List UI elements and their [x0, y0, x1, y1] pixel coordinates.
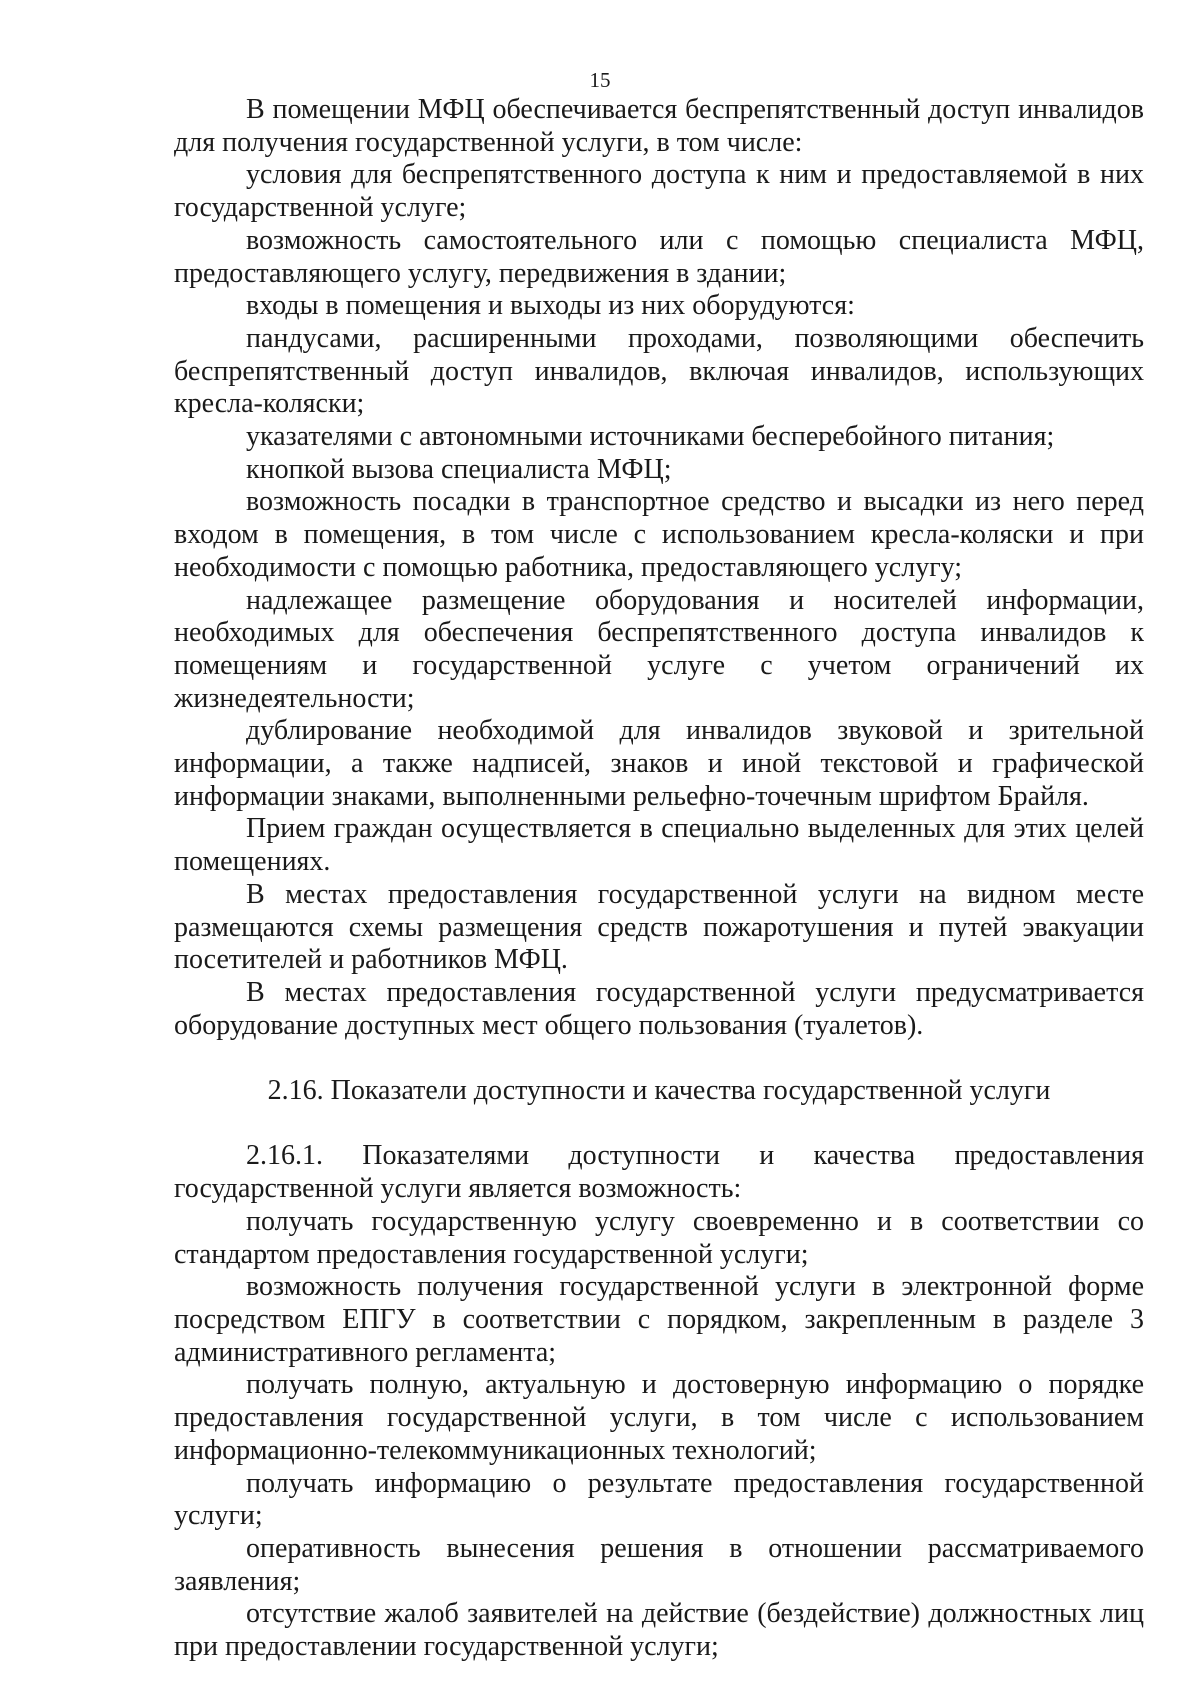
paragraph: 2.16.1. Показателями доступности и качества предоставления государственной услуги является возможность:: [174, 1140, 1144, 1205]
paragraph: получать полную, актуальную и достоверную информацию о порядке предоставления государственной услуги, в том числе с использованием информационно-телекоммуникационных технологий;: [174, 1369, 1144, 1466]
page-number: 15: [589, 68, 611, 92]
paragraph-group-before-heading: [174, 94, 1144, 1042]
paragraph: В помещении МФЦ обеспечивается беспрепятственный доступ инвалидов для получения государственной услуги, в том числе:: [174, 94, 1144, 158]
paragraph: указателями с автономными источниками бесперебойного питания;: [246, 421, 1055, 453]
paragraph: возможность самостоятельного или с помощью специалиста МФЦ, предоставляющего услугу, передвижения в здании;: [174, 224, 1144, 289]
paragraph: оперативность вынесения решения в отношении рассматриваемого заявления;: [174, 1532, 1144, 1597]
paragraph-group-after-heading: [174, 1140, 1144, 1663]
paragraph: надлежащее размещение оборудования и носителей информации, необходимых для обеспечения беспрепятственного доступа инвалидов к помещениям и государственной услуге с учетом ограничений их жизнедеятельности;: [174, 584, 1144, 714]
section-heading: 2.16. Показатели доступности и качества государственной услуги: [267, 1075, 1051, 1107]
document-body: [174, 94, 1144, 1664]
paragraph: кнопкой вызова специалиста МФЦ;: [246, 453, 672, 485]
paragraph: входы в помещения и выходы из них оборудуются:: [246, 290, 855, 322]
paragraph: отсутствие жалоб заявителей на действие (бездействие) должностных лиц при предоставлении государственной услуги;: [174, 1598, 1144, 1663]
paragraph: получать информацию о результате предоставления государственной услуги;: [174, 1467, 1144, 1532]
paragraph: В местах предоставления государственной услуги на видном месте размещаются схемы размещения средств пожаротушения и путей эвакуации посетителей и работников МФЦ.: [174, 878, 1144, 976]
paragraph: дублирование необходимой для инвалидов звуковой и зрительной информации, а также надписей, знаков и иной текстовой и графической информации знаками, выполненными рельефно-точечным шрифтом Брайля.: [174, 715, 1144, 812]
paragraph: возможность посадки в транспортное средство и высадки из него перед входом в помещения, в том числе с использованием кресла-коляски и при необходимости с помощью работника, предоставляющего услугу;: [174, 486, 1144, 583]
paragraph: условия для беспрепятственного доступа к ним и предоставляемой в них государственной услуге;: [174, 159, 1144, 224]
paragraph: пандусами, расширенными проходами, позволяющими обеспечить беспрепятственный доступ инвалидов, включая инвалидов, использующих кресла-коляски;: [174, 322, 1144, 420]
paragraph: В местах предоставления государственной услуги предусматривается оборудование доступных мест общего пользования (туалетов).: [174, 976, 1144, 1041]
paragraph: получать государственную услугу своевременно и в соответствии со стандартом предоставления государственной услуги;: [174, 1205, 1144, 1270]
paragraph: возможность получения государственной услуги в электронной форме посредством ЕПГУ в соответствии с порядком, закрепленным в разделе 3 административного регламента;: [174, 1271, 1144, 1368]
paragraph: Прием граждан осуществляется в специально выделенных для этих целей помещениях.: [174, 813, 1144, 878]
